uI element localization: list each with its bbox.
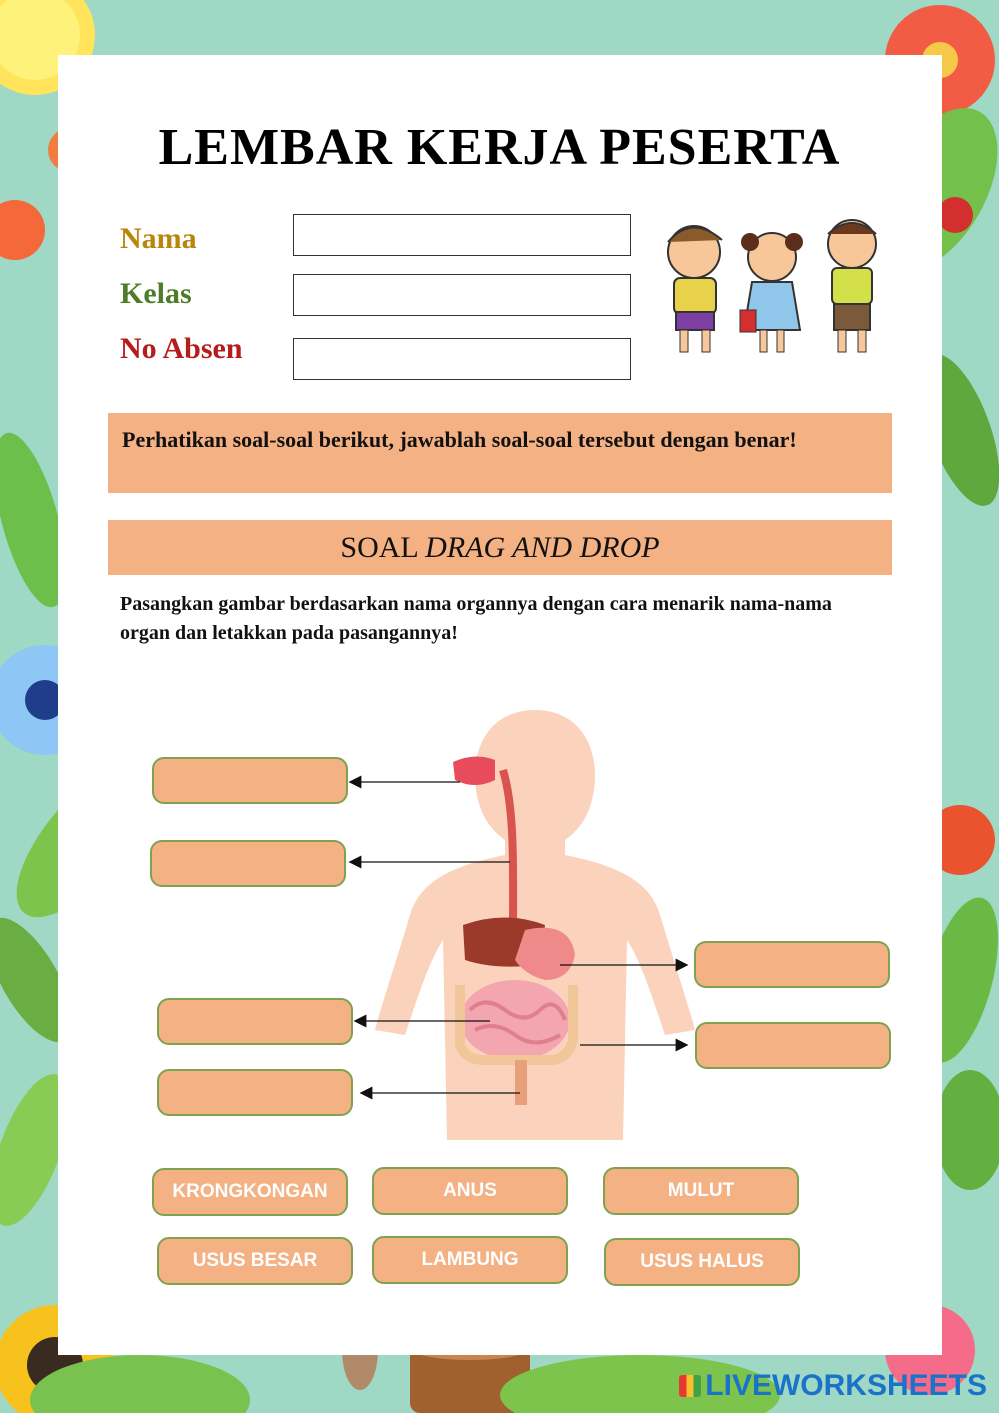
drop-zone-esophagus[interactable] <box>150 840 346 887</box>
chip-mulut[interactable]: MULUT <box>603 1167 799 1215</box>
attendance-number-label: No Absen <box>120 332 243 365</box>
liveworksheets-logo <box>679 1369 987 1403</box>
chip-krongkongan[interactable]: KRONGKONGAN <box>152 1168 348 1216</box>
brand-text: LIVEWORKSHEETS <box>705 1369 987 1402</box>
chip-anus[interactable]: ANUS <box>372 1167 568 1215</box>
drop-zone-small-intestine[interactable] <box>695 1022 891 1069</box>
chip-usus-besar[interactable]: USUS BESAR <box>157 1237 353 1285</box>
drop-zone-mouth[interactable] <box>152 757 348 804</box>
section-title-italic: DRAG AND DROP <box>425 531 660 564</box>
drop-zone-large-intestine[interactable] <box>157 998 353 1045</box>
drop-zone-anus[interactable] <box>157 1069 353 1116</box>
class-label: Kelas <box>120 277 192 310</box>
task-description: Pasangkan gambar berdasarkan nama organnya dengan cara menarik nama-nama organ dan letakkan pada pasangannya! <box>120 593 832 644</box>
name-label: Nama <box>120 222 197 255</box>
instruction-banner: Perhatikan soal-soal berikut, jawablah soal-soal tersebut dengan benar! <box>108 413 892 493</box>
chip-usus-halus[interactable]: USUS HALUS <box>604 1238 800 1286</box>
page-title: LEMBAR KERJA PESERTA <box>158 119 841 176</box>
chip-lambung[interactable]: LAMBUNG <box>372 1236 568 1284</box>
liveworksheets-logo-icon <box>679 1375 701 1397</box>
section-title-plain: SOAL <box>340 531 426 564</box>
drop-zone-stomach[interactable] <box>694 941 890 988</box>
